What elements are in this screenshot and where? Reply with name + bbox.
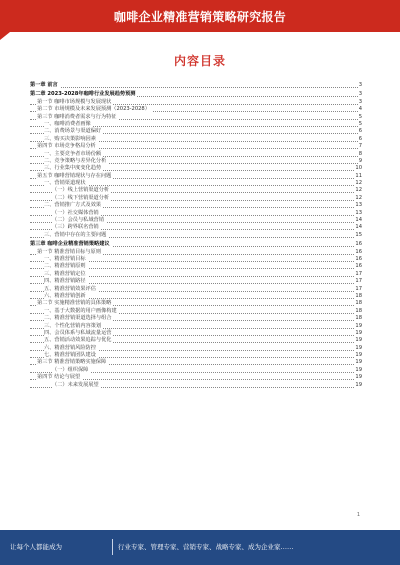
toc-entry-label: 六、精准营销创新 (44, 292, 86, 299)
toc-entry-label: 第五节 咖啡营销现状与存在问题 (37, 172, 112, 179)
toc-entry-label: 三、购买决策影响因素 (44, 135, 96, 142)
toc-entry-label: 第四节 结论与展望 (37, 374, 81, 381)
toc-entry-page: 14 (355, 224, 362, 231)
toc-entry-label: 第四节 市场竞争格局分析 (37, 143, 96, 150)
page-number: 1 (356, 512, 360, 518)
toc-entry-label: 第二节 实施精准营销的具体策略 (37, 300, 112, 307)
toc-entry-page: 10 (355, 165, 362, 172)
toc-heading: 内容目录 (173, 54, 226, 68)
toc-entry-label: 七、精准营销团队建设 (44, 352, 96, 359)
toc-entry-label: 第一章 前言 (30, 82, 58, 88)
toc-entry-page: 13 (355, 202, 362, 209)
toc-entry-page: 19 (355, 366, 362, 373)
toc-entry-label: 第三节 咖啡消费者需求与行为特征 (37, 113, 117, 120)
toc-entry-label: 四、会员体系与私域流量运营 (44, 329, 112, 336)
toc-entry[interactable] (30, 300, 362, 307)
toc-entry-page: 16 (355, 263, 362, 270)
toc-entry[interactable] (30, 359, 362, 366)
toc-entry-page: 17 (355, 270, 362, 277)
report-title: 咖啡企业精准营销策略研究报告 (113, 10, 287, 24)
toc-entry-label: 第三节 精准营销策略实施保障 (37, 359, 107, 366)
toc-entry[interactable] (30, 114, 362, 121)
toc-entry-page: 3 (358, 82, 362, 88)
toc-entry-label: 三、营销中存在的主要问题 (44, 231, 107, 238)
toc-entry-label: 五、营销活动效果追踪与优化 (44, 337, 112, 344)
toc-entry-page: 9 (358, 157, 362, 164)
toc-entry-label: 第三章 咖啡企业精准营销策略建议 (30, 241, 110, 248)
toc-leader-dots (30, 87, 362, 88)
toc-entry-page: 5 (358, 113, 362, 120)
toc-entry[interactable] (30, 165, 362, 172)
footer-divider (112, 539, 113, 555)
toc-entry-page: 4 (358, 106, 362, 113)
toc-entry-label: 一、主要竞争者市场份额 (44, 150, 102, 157)
toc-entry-page: 16 (355, 241, 362, 248)
toc-entry-label: 三、精准营销定位 (44, 270, 86, 277)
toc-entry-page: 12 (355, 187, 362, 194)
toc-entry[interactable] (30, 278, 362, 285)
toc-entry-label: 二、精准营销原则 (44, 263, 86, 270)
toc-entry-page: 8 (358, 150, 362, 157)
toc-entry-page: 19 (355, 329, 362, 336)
toc-entry-label: 一、基于大数据的用户画像构建 (44, 307, 117, 314)
toc-entry-page: 17 (355, 285, 362, 292)
toc-entry-page: 3 (358, 91, 362, 98)
toc-entry-page: 19 (355, 374, 362, 381)
toc-entry-page: 17 (355, 278, 362, 285)
toc-entry[interactable] (30, 82, 362, 89)
toc-entry-page: 19 (355, 337, 362, 344)
toc-entry-label: 第二章 2023-2028年咖啡行业发展趋势预测 (30, 91, 136, 98)
toc-entry-label: 二、营销推广方式及效果 (44, 202, 102, 209)
toc-entry-label: （三）跨界联名营销 (52, 224, 99, 231)
toc-entry-label: 第二节 市场规模及未来发展预测（2023-2028） (37, 106, 150, 113)
toc-entry[interactable] (30, 241, 362, 248)
toc-entry[interactable] (30, 232, 362, 239)
toc-entry-label: （二）未来发展展望 (52, 381, 99, 388)
toc-entry[interactable] (30, 173, 362, 180)
toc-entry-label: 六、精准营销风险防控 (44, 344, 96, 351)
toc-entry-label: 五、精准营销效果评估 (44, 285, 96, 292)
toc-entry-page: 15 (355, 231, 362, 238)
toc-entry-page: 7 (358, 143, 362, 150)
toc-entry-label: 二、竞争策略与差异化分析 (44, 157, 107, 164)
footer-slogan: 让每个人都能成为 (10, 543, 62, 551)
toc-entry-page: 16 (355, 248, 362, 255)
header-bar (0, 0, 400, 32)
toc-entry-page: 6 (358, 135, 362, 142)
toc-entry[interactable] (30, 382, 362, 389)
toc-entry-page: 18 (355, 315, 362, 322)
header-corner-decoration (0, 32, 10, 40)
toc-entry-label: 一、咖啡消费者画像 (44, 120, 91, 127)
toc-entry-label: 第一节 咖啡市场规模与发展现状 (37, 98, 112, 105)
toc-entry-page: 19 (355, 381, 362, 388)
toc-entry-page: 16 (355, 255, 362, 262)
toc-entry-page: 19 (355, 352, 362, 359)
toc-entry[interactable] (30, 337, 362, 344)
toc-entry-label: 二、消费场景与渠道偏好 (44, 128, 102, 135)
table-of-contents (30, 82, 362, 389)
toc-entry-label: （一）组织保障 (52, 366, 89, 373)
toc-entry[interactable] (30, 151, 362, 158)
toc-entry-page: 6 (358, 128, 362, 135)
toc-entry[interactable] (30, 187, 362, 194)
toc-entry[interactable] (30, 286, 362, 293)
toc-entry-page: 3 (358, 98, 362, 105)
toc-entry-page: 11 (355, 172, 362, 179)
toc-entry-page: 19 (355, 344, 362, 351)
toc-entry[interactable] (30, 210, 362, 217)
toc-entry-label: 一、精准营销目标 (44, 255, 86, 262)
toc-entry-label: 一、营销渠道现状 (44, 180, 86, 187)
footer-tagline: 行业专家、管理专家、营销专家、战略专家、成为企业家…… (118, 543, 294, 551)
toc-entry-label: 第一节 精准营销目标与原则 (37, 248, 101, 255)
toc-entry-page: 12 (355, 180, 362, 187)
toc-entry-page: 12 (355, 194, 362, 201)
toc-entry-label: 三、个性化营销内容策划 (44, 322, 102, 329)
toc-entry-page: 18 (355, 307, 362, 314)
toc-entry[interactable] (30, 308, 362, 315)
toc-entry[interactable] (30, 315, 362, 322)
toc-entry-page: 19 (355, 322, 362, 329)
toc-entry[interactable] (30, 323, 362, 330)
toc-entry[interactable] (30, 143, 362, 150)
toc-entry-label: （一）线上营销渠道分析 (52, 187, 110, 194)
toc-entry-label: 二、精准营销渠道选择与组合 (44, 315, 112, 322)
toc-entry[interactable] (30, 128, 362, 135)
toc-entry[interactable] (30, 263, 362, 270)
toc-entry-label: 三、行业集中度变化趋势 (44, 165, 102, 172)
footer-bar (0, 530, 400, 565)
toc-entry[interactable] (30, 106, 362, 113)
toc-entry-label: （二）线下营销渠道分析 (52, 194, 110, 201)
toc-entry[interactable] (30, 374, 362, 381)
toc-entry-label: 四、精准营销路径 (44, 278, 86, 285)
toc-entry[interactable] (30, 345, 362, 352)
toc-entry-page: 18 (355, 292, 362, 299)
toc-entry-page: 13 (355, 209, 362, 216)
toc-entry-page: 19 (355, 359, 362, 366)
toc-entry-label: （二）会员与私域营销 (52, 217, 104, 224)
toc-entry-page: 5 (358, 120, 362, 127)
toc-entry-page: 18 (355, 300, 362, 307)
toc-entry-page: 14 (355, 217, 362, 224)
toc-entry[interactable] (30, 224, 362, 231)
toc-entry-label: （一）社交媒体营销 (52, 209, 99, 216)
toc-entry[interactable] (30, 202, 362, 209)
toc-entry[interactable] (30, 91, 362, 98)
toc-entry[interactable] (30, 249, 362, 256)
